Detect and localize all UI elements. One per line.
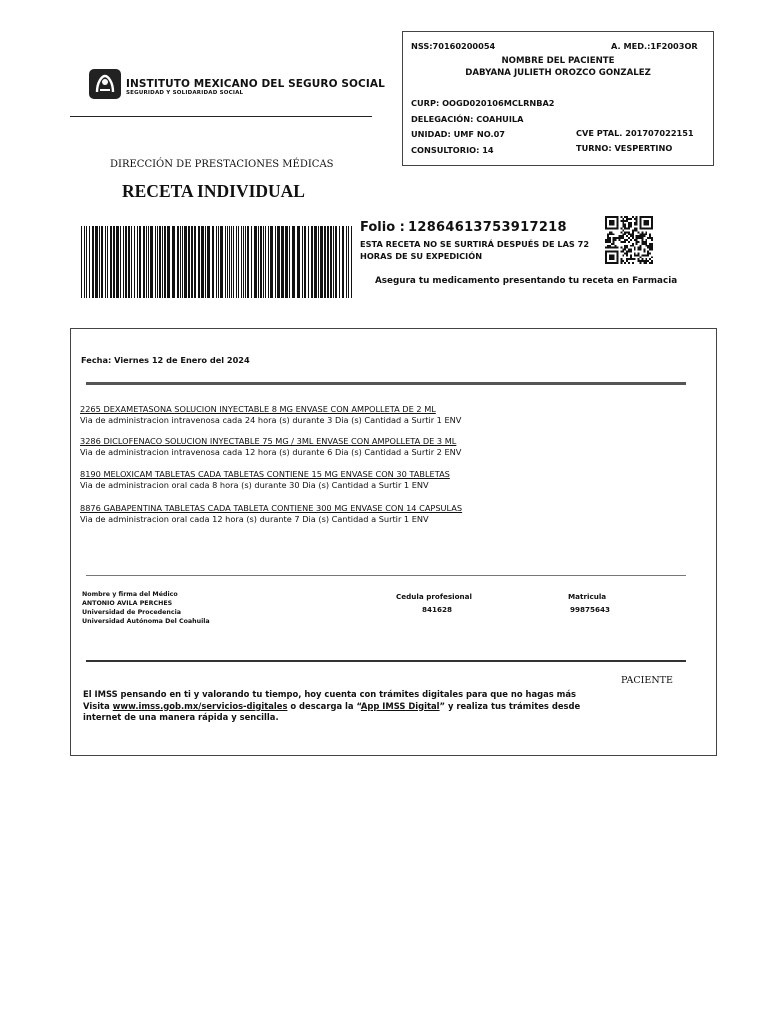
expiration-warning: ESTA RECETA NO SE SURTIRÁ DESPUÉS DE LAS 72 HORAS DE SU EXPEDICIÓN [360, 239, 590, 261]
date-divider [86, 382, 686, 385]
medication-name: 3286 DICLOFENACO SOLUCION INYECTABLE 75 MG / 3ML ENVASE CON AMPOLLETA DE 3 ML [80, 436, 457, 446]
medication-instructions: Via de administracion intravenosa cada 12 hora (s) durante 6 Dia (s) Cantidad a Surtir 2 ENV [80, 447, 462, 457]
services-link[interactable]: www.imss.gob.mx/servicios-digitales [112, 700, 288, 711]
signature-label: Nombre y firma del Médico [82, 591, 178, 598]
doctor-signature-block [82, 590, 210, 626]
footer-divider [86, 660, 686, 662]
medication-instructions: Via de administracion oral cada 12 hora (s) durante 7 Dia (s) Cantidad a Surtir 1 ENV [80, 514, 429, 524]
patient-name-label: NOMBRE DEL PACIENTE [501, 56, 615, 66]
medication-name: 2265 DEXAMETASONA SOLUCION INYECTABLE 8 MG ENVASE CON AMPOLLETA DE 2 ML [80, 404, 436, 414]
page-title: RECETA INDIVIDUAL [122, 181, 305, 201]
medication-item [80, 469, 450, 491]
note-text: ” y realiza tus trámites desde internet de una manera rápida y sencilla. [83, 700, 581, 722]
institution-name: INSTITUTO MEXICANO DEL SEGURO SOCIAL [126, 78, 385, 90]
folio-label: Folio : [360, 220, 405, 235]
doctor-university: Universidad Autónoma Del Coahuila [82, 618, 210, 625]
patient-name: DABYANA JULIETH OROZCO GONZALEZ [465, 68, 651, 78]
qr-code-image [605, 216, 653, 264]
folio-number: 12864613753917218 [408, 220, 567, 235]
university-label: Universidad de Procedencia [82, 609, 182, 616]
cedula-value: 841628 [422, 605, 453, 614]
prescription-date: Fecha: Viernes 12 de Enero del 2024 [81, 355, 250, 365]
note-text: o descarga la “ [287, 700, 361, 711]
medication-item [80, 503, 462, 525]
medication-instructions: Via de administracion intravenosa cada 24 hora (s) durante 3 Dia (s) Cantidad a Surtir 1 ENV [80, 415, 462, 425]
consultorio-field: CONSULTORIO: 14 [411, 145, 494, 155]
cve-ptal-field: CVE PTAL. 201707022151 [576, 128, 694, 138]
curp-field: CURP: OOGD020106MCLRNBA2 [411, 98, 555, 108]
doctor-name: ANTONIO AVILA PERCHES [82, 600, 173, 607]
matricula-value: 99875643 [570, 605, 611, 614]
unidad-field: UNIDAD: UMF NO.07 [411, 129, 505, 139]
turno-field: TURNO: VESPERTINO [576, 143, 673, 153]
delegacion-field: DELEGACIÓN: COAHUILA [411, 114, 524, 124]
medication-name: 8190 MELOXICAM TABLETAS CADA TABLETAS CONTIENE 15 MG ENVASE CON 30 TABLETAS [80, 469, 450, 479]
signature-divider [86, 575, 686, 576]
medication-item [80, 404, 461, 426]
a-med-field: A. MED.:1F2003OR [611, 41, 698, 51]
medication-item [80, 436, 461, 458]
digital-services-note [83, 689, 603, 724]
medication-instructions: Via de administracion oral cada 8 hora (s) durante 30 Dia (s) Cantidad a Surtir 1 ENV [80, 480, 429, 490]
imss-logo-icon [88, 68, 122, 100]
patient-info-box [402, 31, 714, 166]
medication-name: 8876 GABAPENTINA TABLETAS CADA TABLETA CONTIENE 300 MG ENVASE CON 14 CAPSULAS [80, 503, 463, 513]
matricula-label: Matricula [568, 592, 607, 601]
institution-subtitle: SEGURIDAD Y SOLIDARIDAD SOCIAL [126, 90, 244, 96]
header-divider [70, 116, 372, 117]
note-text: El IMSS pensando en ti y valorando tu tiempo, hoy cuenta con trámites digitales para que no hagas más Visita [83, 689, 577, 711]
direccion-label: DIRECCIÓN DE PRESTACIONES MÉDICAS [110, 159, 334, 170]
pharmacy-note: Asegura tu medicamento presentando tu receta en Farmacia [375, 276, 678, 286]
copy-label: PACIENTE [621, 675, 673, 686]
barcode-image [81, 226, 352, 298]
nss-field: NSS:70160200054 [411, 41, 496, 51]
cedula-label: Cedula profesional [396, 592, 472, 601]
app-link[interactable]: App IMSS Digital [360, 700, 440, 711]
